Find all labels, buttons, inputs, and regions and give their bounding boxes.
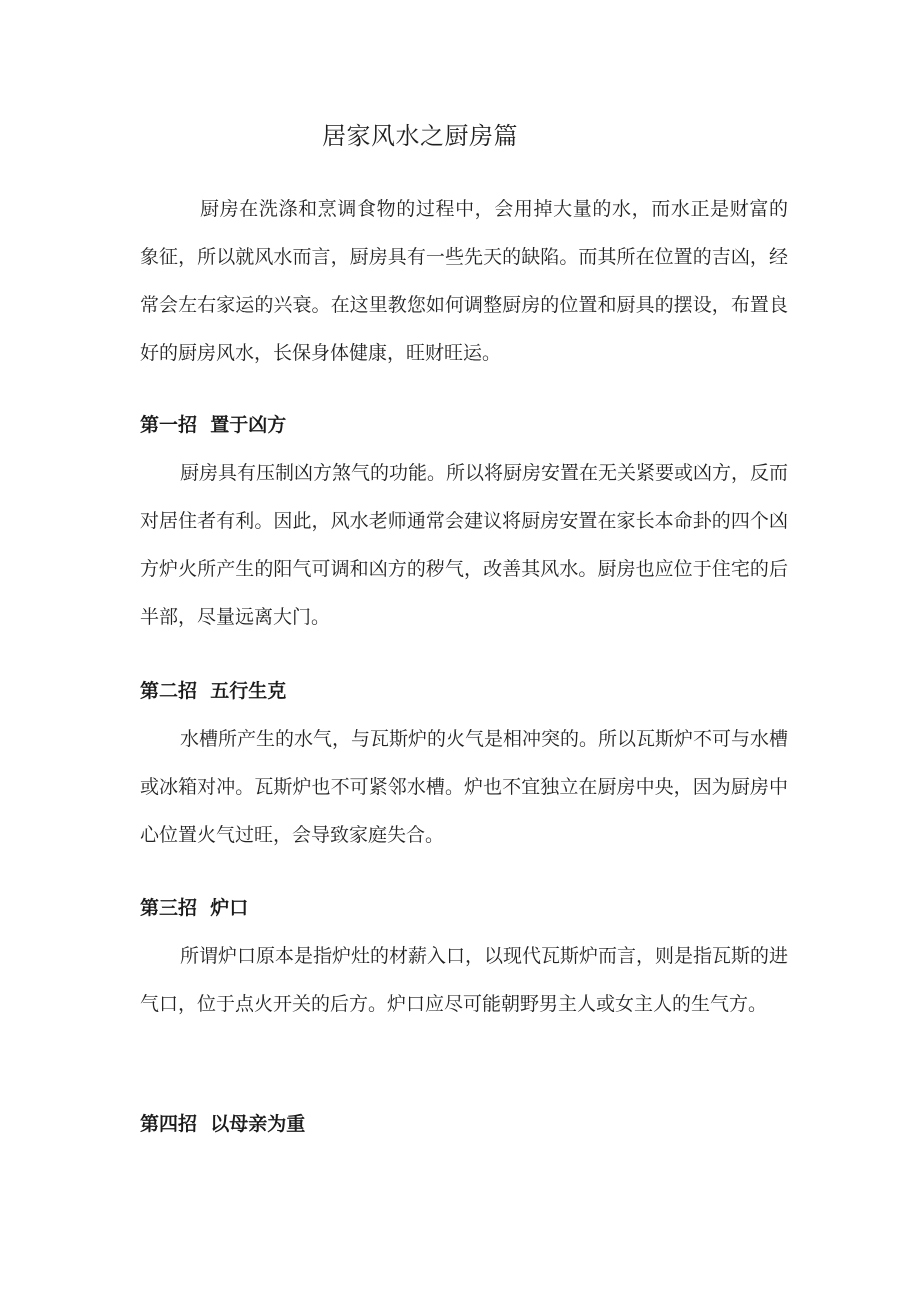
section-paragraph-3: 所谓炉口原本是指炉灶的材薪入口，以现代瓦斯炉而言，则是指瓦斯的进气口，位于点火开关的后方。炉口应尽可能朝野男主人或女主人的生气方。 <box>140 945 789 1015</box>
section-paragraph-1: 厨房具有压制凶方煞气的功能。所以将厨房安置在无关紧要或凶方，反而对居住者有利。因此，风水老师通常会建议将厨房安置在家长本命卦的四个凶方炉火所产生的阳气可调和凶方的秽气，改善其风水。厨房也应位于住宅的后半部，尽量远离大门。 <box>140 462 789 628</box>
intro-paragraph: 厨房在洗涤和烹调食物的过程中，会用掉大量的水，而水正是财富的象征，所以就风水而言，厨房具有一些先天的缺陷。而其所在位置的吉凶，经常会左右家运的兴衰。在这里教您如何调整厨房的位置和厨具的摆设，布置良好的厨房风水，长保身体健康，旺财旺运。 <box>140 198 788 364</box>
section-heading-2: 第二招 五行生克 <box>140 680 287 702</box>
section-heading-3: 第三招 炉口 <box>140 897 249 919</box>
section-heading-4: 第四招 以母亲为重 <box>140 1113 306 1135</box>
section-heading-1: 第一招 置于凶方 <box>140 414 287 436</box>
document-title: 居家风水之厨房篇 <box>322 122 518 150</box>
section-paragraph-2: 水槽所产生的水气，与瓦斯炉的火气是相冲突的。所以瓦斯炉不可与水槽或冰箱对冲。瓦斯炉也不可紧邻水槽。炉也不宜独立在厨房中央，因为厨房中心位置火气过旺，会导致家庭失合。 <box>140 728 789 846</box>
